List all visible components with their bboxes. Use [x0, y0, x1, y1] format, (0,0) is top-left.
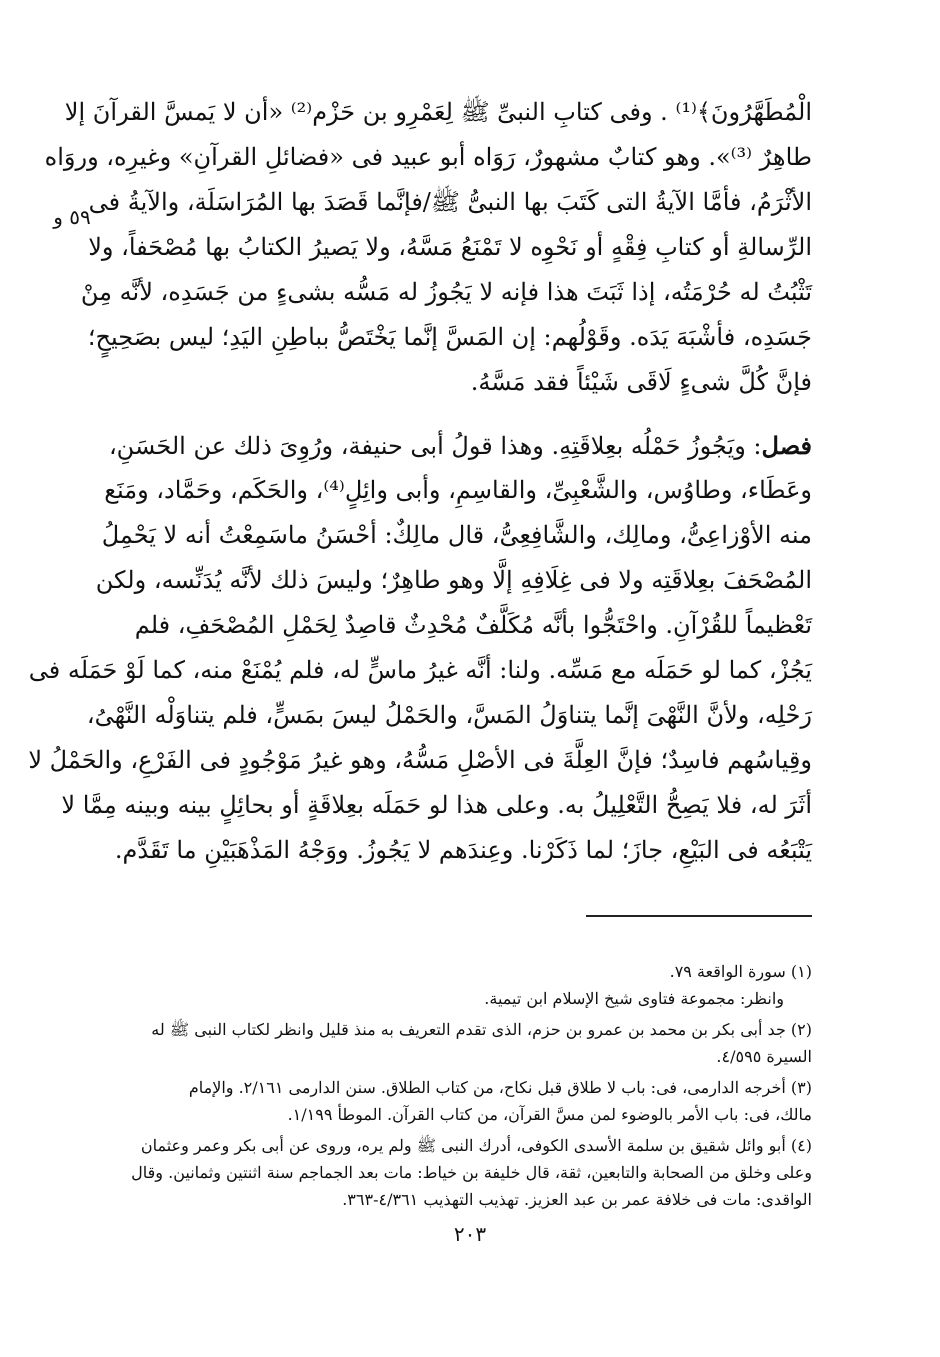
body-line: يَتْبَعُه فى البَيْعِ، جازَ؛ لما ذَكَرْنا. وعِندَهم لا يَجُوزُ. ووَجْهُ المَذْهَبَيْنِ ما تَقَدَّم.: [114, 836, 812, 864]
fasl-first-line: [108, 423, 812, 468]
body-line: رَحْلِه، ولأنَّ النَّهْىَ إنَّما يتناوَلُ المَسَّ، والحَمْلُ ليسَ بمَسٍّ، فلم يتناوَلْه النَّهْىُ،: [86, 701, 812, 729]
body-line: الْمُطَهَّرُونَ﴾⁽¹⁾ . وفى كتابِ النبىِّ ﷺ لِعَمْرِو بن حَزْم⁽²⁾ «أن لا يَمسَّ القرآنَ إلا: [64, 98, 812, 126]
body-line: تَعْظيماً للقُرْآنِ. واحْتَجُّوا بأنَّه مُكَلَّفٌ مُحْدِثٌ قاصِدٌ لِحَمْلِ المُصْحَفِ، فلم: [134, 611, 812, 639]
footnote-separator: [586, 915, 812, 917]
body-line: تَثْبُتُ له حُرْمَتُه، إذا ثَبَتَ هذا فإنه لا يَجُوزُ له مَسُّه بشىءٍ من جَسَدِه، لأنَّه مِنْ: [80, 278, 812, 306]
body-line: جَسَدِه، فأشْبَهَ يَدَه. وقَوْلُهم: إن المَسَّ إنَّما يَخْتَصُّ بباطِنِ اليَدِ؛ ليس بصَحِيحٍ؛: [87, 323, 812, 351]
page-number: ٢٠٣: [453, 1222, 487, 1246]
footnote-line: (٤) أبو وائل شقيق بن سلمة الأسدى الكوفى، أدرك النبى ﷺ ولم يره، وروى عن أبى بكر وعمر وعثمان: [140, 1136, 812, 1155]
body-line: فإنَّ كُلَّ شىءٍ لَاقَى شَيْئاً فقد مَسَّهُ.: [470, 368, 812, 396]
body-line: منه الأوْزاعِىُّ، ومالِك، والشَّافِعِىُّ، قال مالِكٌ: أحْسَنُ ماسَمِعْتُ أنه لا يَحْمِلُ: [101, 521, 812, 549]
body-line: طاهِرٌ ⁽³⁾». وهو كتابٌ مشهورٌ، رَوَاه أبو عبيد فى «فضائلِ القرآنِ» وغيرِه، وروَاه: [44, 143, 812, 171]
footnote-line: الواقدى: مات فى خلافة عمر بن عبد العزيز. تهذيب التهذيب ٤/٣٦١-٣٦٣.: [342, 1190, 812, 1209]
margin-folio-note: ٥٩ و: [53, 205, 91, 229]
footnote-line: وانظر: مجموعة فتاوى شيخ الإسلام ابن تيمية.: [484, 989, 784, 1008]
footnote-line: (٢) جد أبى بكر بن محمد بن عمرو بن حزم، الذى تقدم التعريف به منذ قليل وانظر لكتاب النبى ﷺ له: [151, 1020, 812, 1039]
body-line: الرِّسالةِ أو كتابِ فِقْهٍ أو نَحْوِه لا تَمْنَعُ مَسَّهُ، ولا يَصيرُ الكتابُ بها مُصْحَفاً، ولا: [88, 233, 812, 261]
body-line: المُصْحَفَ بعِلاقَتِه ولا فى غِلَافِهِ إلَّا وهو طاهِرٌ؛ وليسَ ذلك لأنَّه يُدَنِّسه، ولكن: [95, 566, 812, 594]
fasl-first-line-text: : ويَجُوزُ حَمْلُه بعِلاقَتِهِ. وهذا قولُ أبى حنيفة، ورُوِىَ ذلك عن الحَسَنِ،: [108, 432, 762, 460]
body-line: وعَطَاء، وطاوُس، والشَّعْبِىِّ، والقاسِمِ، وأبى وائِلٍ⁽⁴⁾، والحَكَم، وحَمَّاد، ومَنَع: [104, 476, 812, 504]
footnote-line: (٣) أخرجه الدارمى، فى: باب لا طلاق قبل نكاح، من كتاب الطلاق. سنن الدارمى ٢/١٦١. والإمام: [188, 1078, 812, 1097]
footnote-line: السيرة ٤/٥٩٥.: [716, 1047, 812, 1066]
footnote-line: مالك، فى: باب الأمر بالوضوء لمن مسَّ القرآن، من كتاب القرآن. الموطأ ١/١٩٩.: [287, 1105, 812, 1124]
body-line: وقِياسُهم فاسِدٌ؛ فإنَّ العِلَّةَ فى الأصْلِ مَسُّهُ، وهو غيرُ مَوْجُودٍ فى الفَرْعِ، والحَمْلُ لا: [28, 746, 812, 774]
footnote-line: وعلى وخلق من الصحابة والتابعين، ثقة، قال خليفة بن خياط: مات بعد الجماجم سنة اثنتين وثمانين. وقال: [131, 1163, 812, 1182]
footnote-line: (١) سورة الواقعة ٧٩.: [669, 962, 812, 981]
footnotes: [112, 958, 812, 1213]
fasl-heading: فصل: [761, 431, 812, 460]
body-line: يَجُزْ، كما لو حَمَلَه مع مَسِّه. ولنا: أنَّه غيرُ ماسٍّ له، فلم يُمْنَعْ منه، كما لَوْ حَمَلَه فى: [28, 656, 812, 684]
body-line: أثَرَ له، فلا يَصِحُّ التَّعْلِيلُ به. وعلى هذا لو حَمَلَه بعِلاقَةٍ أو بحائِلٍ بينه وبينه مِمَّا لا: [61, 791, 812, 819]
body-line: الأثْرَمُ، فأمَّا الآيةُ التى كَتَبَ بها النبىُّ ﷺ/فإنَّما قَصَدَ بها المُرَاسَلَة، والآيةُ فى: [88, 188, 812, 216]
